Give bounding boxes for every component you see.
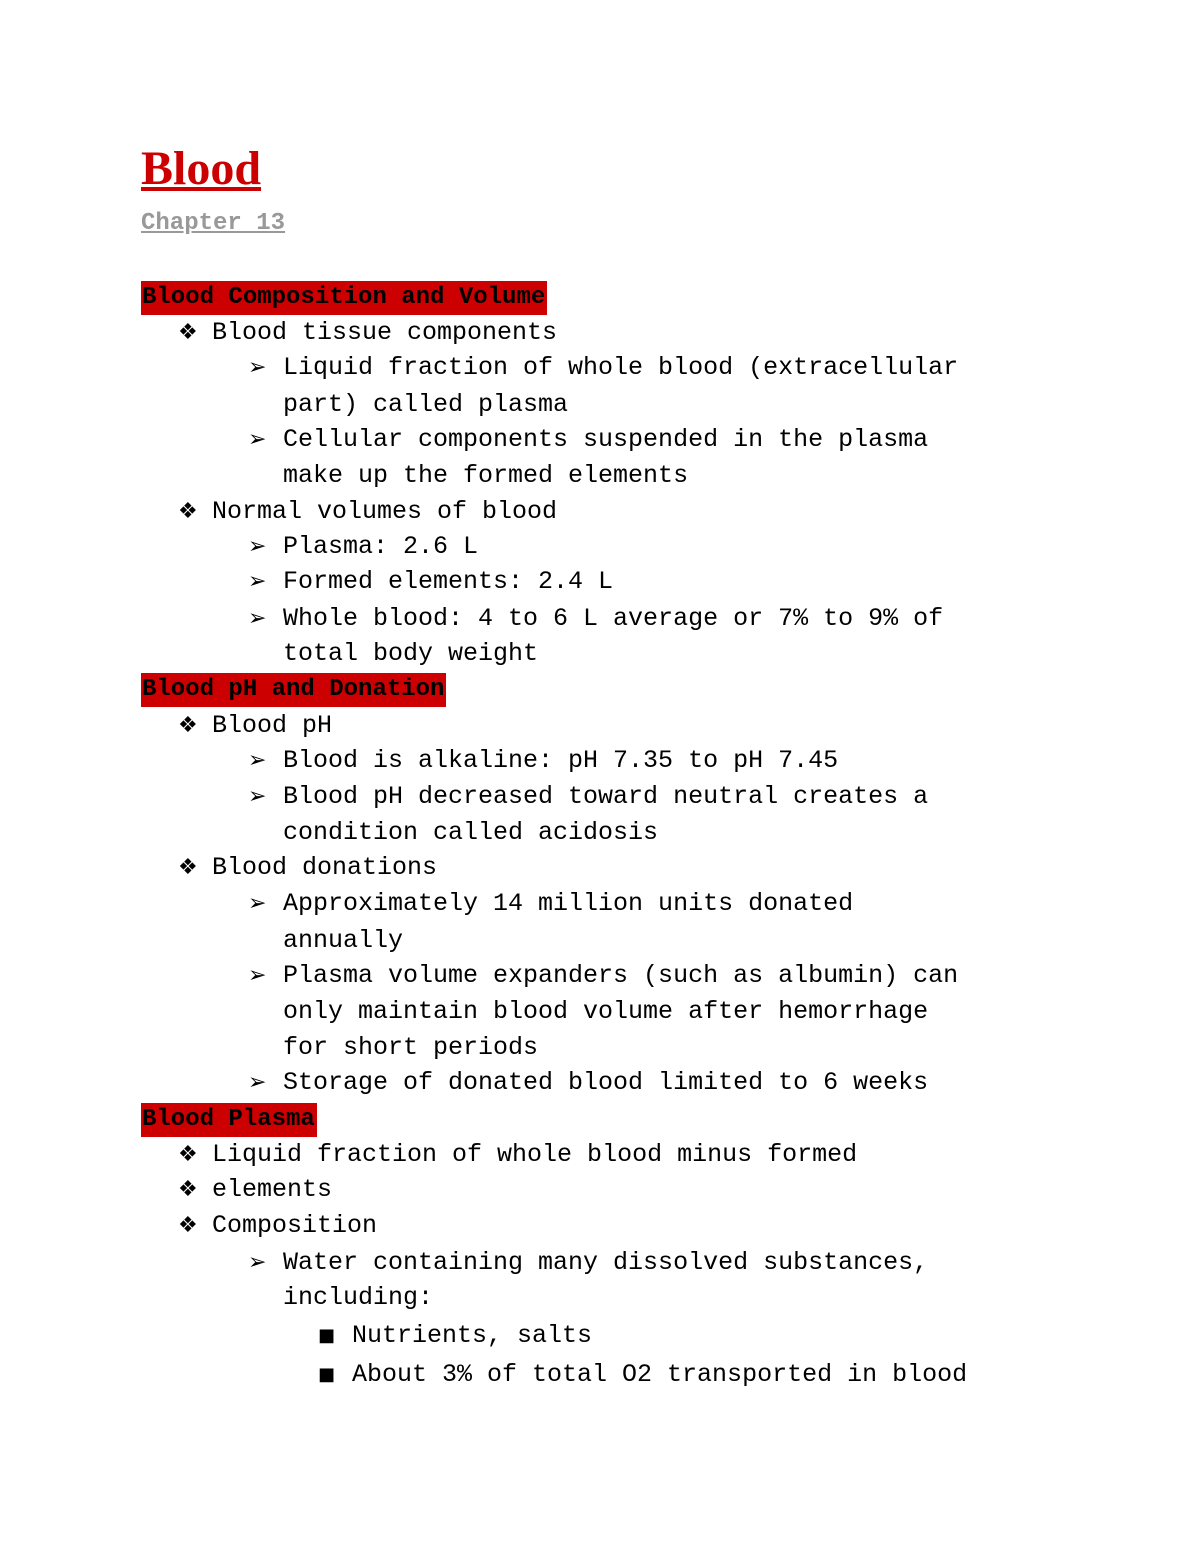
arrow-bullet-icon: ➢ <box>248 427 267 452</box>
list-item-continuation: annually <box>283 926 404 955</box>
arrow-bullet-icon: ➢ <box>248 1250 267 1275</box>
diamond-bullet-icon: ❖ <box>178 855 198 880</box>
diamond-bullet-icon: ❖ <box>178 1213 198 1238</box>
list-item-continuation: only maintain blood volume after hemorrhage <box>283 997 929 1026</box>
arrow-bullet-icon: ➢ <box>248 355 267 380</box>
list-item-continuation: for short periods <box>283 1033 539 1062</box>
list-item-continuation: including: <box>283 1283 434 1312</box>
arrow-bullet-icon: ➢ <box>248 784 267 809</box>
arrow-bullet-icon: ➢ <box>248 534 267 559</box>
diamond-bullet-icon: ❖ <box>178 499 198 524</box>
arrow-bullet-icon: ➢ <box>248 1070 267 1095</box>
section-heading-ph-donation: Blood pH and Donation <box>141 673 446 707</box>
arrow-bullet-icon: ➢ <box>248 748 267 773</box>
list-item-continuation: part) called plasma <box>283 390 569 419</box>
square-bullet-icon: ■ <box>318 1364 336 1385</box>
arrow-bullet-icon: ➢ <box>248 963 267 988</box>
document-title: Blood <box>141 142 262 195</box>
diamond-bullet-icon: ❖ <box>178 1142 198 1167</box>
arrow-bullet-icon: ➢ <box>248 606 267 631</box>
arrow-bullet-icon: ➢ <box>248 891 267 916</box>
diamond-bullet-icon: ❖ <box>178 320 198 345</box>
square-bullet-icon: ■ <box>318 1325 336 1346</box>
section-heading-plasma: Blood Plasma <box>141 1103 317 1137</box>
section-heading-composition: Blood Composition and Volume <box>141 281 547 315</box>
document-subtitle: Chapter 13 <box>141 210 286 237</box>
diamond-bullet-icon: ❖ <box>178 1177 198 1202</box>
document-page: Blood Chapter 13 Blood Composition and Volume ❖ Blood tissue components ➢ Liquid fraction of whole blood (extracellular part) called plasma ➢ Cellular components suspended in the plasma make up the formed elements ❖ Normal volumes of blood ➢ Plasma: 2.6 L ➢ Formed elements: 2.4 L ➢ Whole blood: 4 to 6 L average or 7% to 9% of total body weight Blood pH and Donation ❖ Blood pH ➢ Blood is alkaline: pH 7.35 to pH 7.45 ➢ Blood pH decreased toward neutral creates a condition called acidosis ❖ Blood donations ➢ Approximately 14 million units donated annually ➢ Plasma volume expanders (such as albumin) can only maintain blood volume after hemorrhage for short periods ➢ Storage of donated blood limited to 6 weeks Blood Plasma ❖ Liquid fraction of whole blood minus formed ❖ elements ❖ Composition ➢ Water containing many dissolved substances, including: ■ Nutrients, salts ■ About 3% of total O2 transported in blood <box>0 0 1200 1553</box>
arrow-bullet-icon: ➢ <box>248 569 267 594</box>
list-item-continuation: condition called acidosis <box>283 818 659 847</box>
list-item-continuation: total body weight <box>283 639 539 668</box>
diamond-bullet-icon: ❖ <box>178 713 198 738</box>
list-item-continuation: make up the formed elements <box>283 461 689 490</box>
